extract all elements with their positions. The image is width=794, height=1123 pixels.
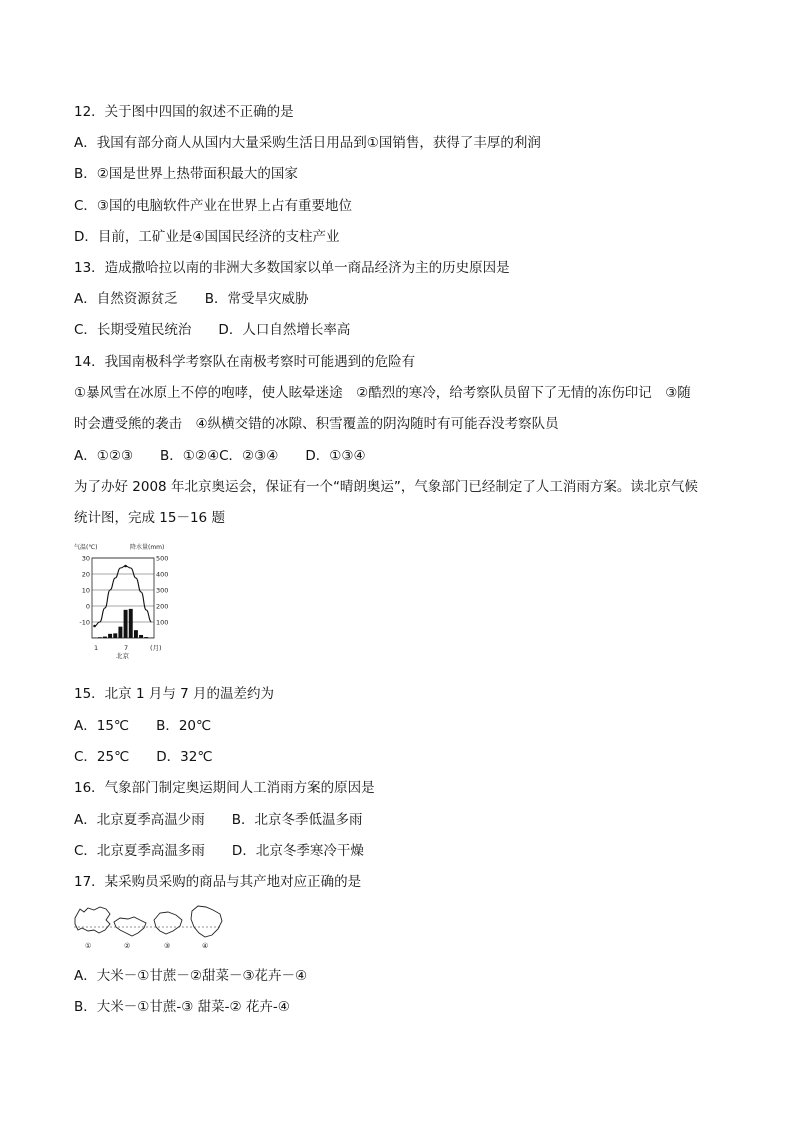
q16-options-cd: C．北京夏季高温多雨 D．北京冬季寒冷干燥 (74, 843, 364, 859)
precipitation-bar (129, 609, 133, 638)
temperature-point (93, 625, 96, 628)
temperature-curve (95, 566, 152, 626)
q15-options-cd: C．25℃ D．32℃ (74, 749, 213, 765)
q16-stem: 16．气象部门制定奥运期间人工消雨方案的原因是 (74, 780, 375, 796)
map-label-1: ① (85, 942, 92, 950)
map-4-outline (191, 906, 222, 937)
intro-line1: 为了办好 2008 年北京奥运会，保证有一个“晴朗奥运”，气象部门已经制定了人工消雨方案。读北京气候 (74, 479, 698, 495)
x-tick-1: 1 (94, 644, 99, 652)
country-outline-maps (72, 900, 232, 952)
q17-option-b: B．大米－①甘蔗-③ 甜菜-② 花卉-④ (74, 999, 290, 1015)
precipitation-bar (118, 627, 122, 638)
map-2-outline (114, 917, 146, 936)
precipitation-bar (98, 637, 102, 638)
map-3-outline (154, 912, 182, 934)
left-tick-label: 30 (81, 554, 90, 563)
map-1-outline (75, 907, 110, 933)
precipitation-bar (134, 630, 138, 638)
plot-frame (92, 558, 154, 638)
precipitation-bar (124, 610, 128, 638)
right-tick-label: 100 (156, 618, 169, 627)
intro-line2: 统计图，完成 15－16 题 (74, 510, 225, 526)
precipitation-bar (108, 634, 112, 638)
q16-options-ab: A．北京夏季高温少雨 B．北京冬季低温多雨 (74, 812, 363, 828)
left-tick-label: 0 (85, 602, 90, 611)
right-tick-label: 500 (156, 554, 169, 563)
left-tick-label: 10 (81, 586, 90, 595)
q14-stem: 14．我国南极科学考察队在南极考察时可能遇到的危险有 (74, 354, 416, 370)
q13-options-cd: C．长期受殖民统治 D．人口自然增长率高 (74, 322, 351, 338)
right-tick-label: 200 (156, 602, 169, 611)
map-label-4: ④ (202, 942, 209, 950)
precipitation-bar (139, 635, 143, 638)
left-axis-label: 气温(℃) (74, 544, 98, 551)
q12-option-a: A．我国有部分商人从国内大量采购生活日用品到①国销售，获得了丰厚的利润 (74, 135, 541, 151)
x-tick-7: 7 (124, 644, 129, 652)
right-tick-label: 300 (156, 586, 169, 595)
right-axis-label: 降水量(mm) (130, 544, 165, 551)
q14-items-line1: ①暴风雪在冰原上不停的咆哮，使人眩晕迷途 ②酷烈的寒冷，给考察队员留下了无情的冻伤印记 ③随 (74, 385, 691, 401)
right-tick-label: 400 (156, 570, 169, 579)
map-label-3: ③ (164, 942, 171, 950)
q17-option-a: A．大米－①甘蔗－②甜菜－③花卉－④ (74, 968, 308, 984)
left-tick-label: -10 (79, 618, 90, 627)
q12-stem: 12．关于图中四国的叙述不正确的是 (74, 104, 294, 120)
q14-options: A．①②③ B．①②④C．②③④ D．①③④ (74, 448, 366, 464)
temperature-point (124, 565, 127, 568)
precipitation-bar (144, 637, 148, 638)
map-label-2: ② (124, 942, 131, 950)
q13-stem: 13．造成撒哈拉以南的非洲大多数国家以单一商品经济为主的历史原因是 (74, 260, 510, 276)
q13-options-ab: A．自然资源贫乏 B．常受旱灾威胁 (74, 291, 309, 307)
q17-stem: 17．某采购员采购的商品与其产地对应正确的是 (74, 874, 362, 890)
left-tick-label: 20 (81, 570, 90, 579)
x-unit: (月) (150, 644, 162, 652)
chart-place-label: 北京 (116, 652, 129, 660)
q12-option-b: B．②国是世界上热带面积最大的国家 (74, 166, 298, 182)
precipitation-bar (103, 637, 107, 638)
precipitation-bar (113, 633, 117, 638)
q12-option-d: D．目前，工矿业是④国国民经济的支柱产业 (74, 229, 340, 245)
q14-items-line2: 时会遭受熊的袭击 ④纵横交错的冰隙、积雪覆盖的阴沟随时有可能吞没考察队员 (74, 416, 559, 432)
q12-option-c: C．③国的电脑软件产业在世界上占有重要地位 (74, 198, 353, 214)
q15-stem: 15．北京 1 月与 7 月的温差约为 (74, 686, 275, 702)
beijing-climate-chart (72, 540, 182, 666)
q15-options-ab: A．15℃ B．20℃ (74, 718, 212, 734)
